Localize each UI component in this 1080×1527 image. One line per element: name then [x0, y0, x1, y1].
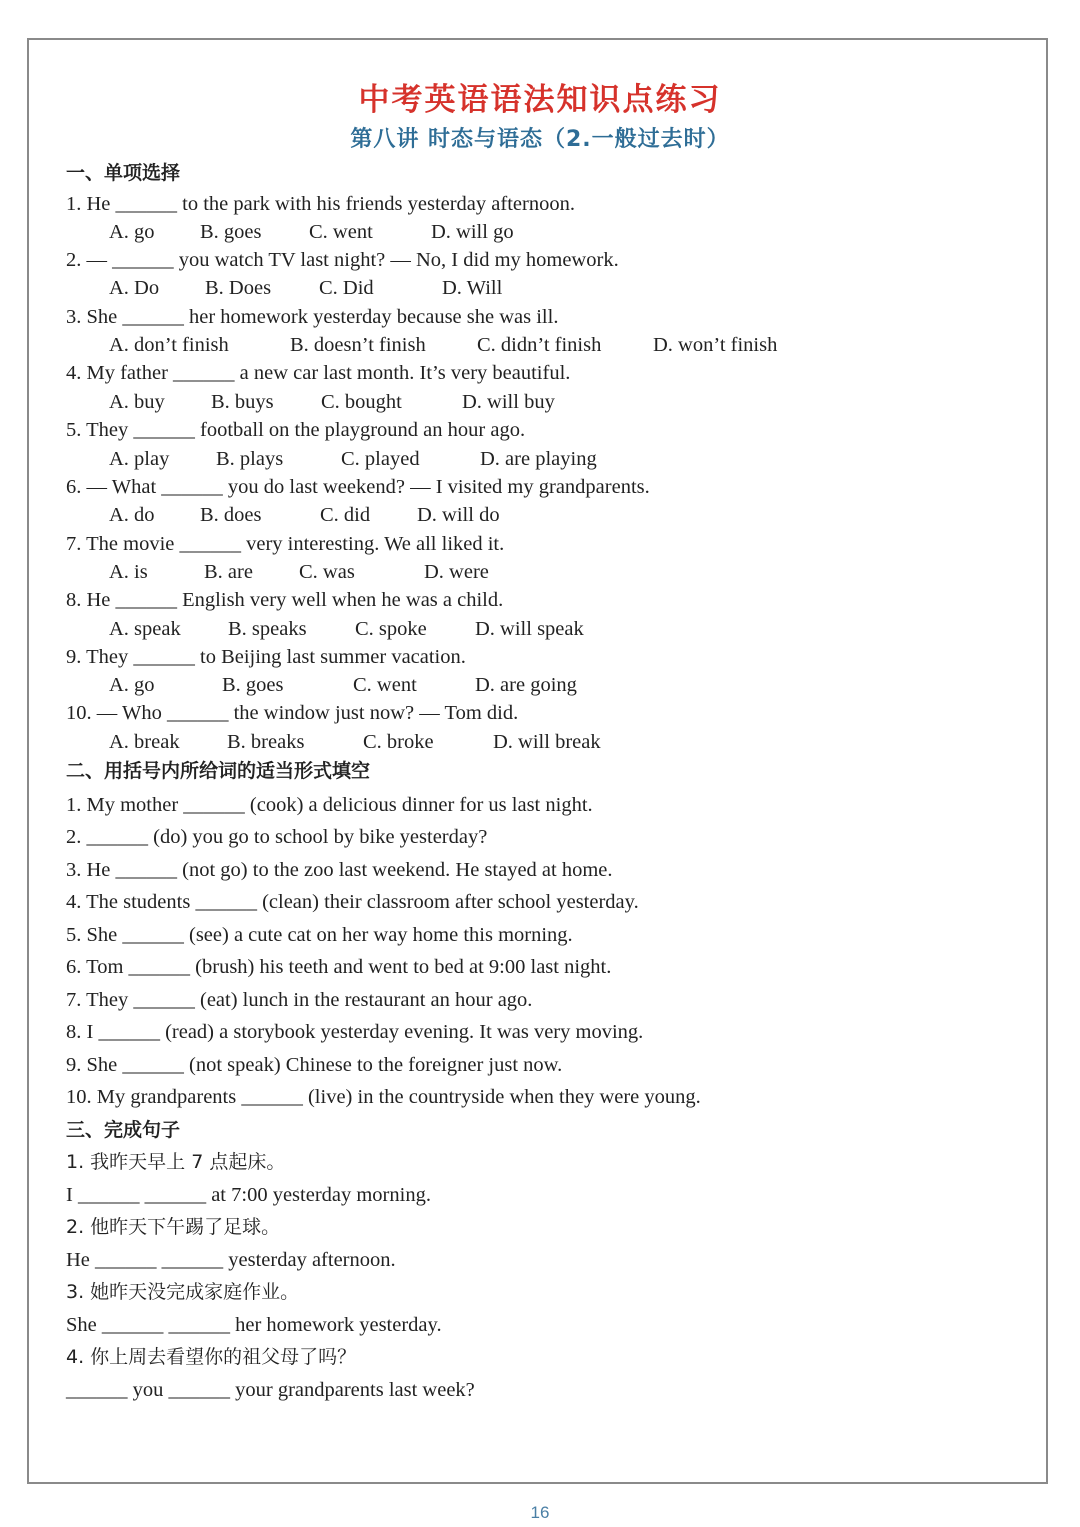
option-a[interactable]: A. is [109, 561, 148, 583]
option-b[interactable]: B. goes [222, 674, 284, 696]
option-d[interactable]: D. will do [417, 504, 500, 526]
option-c[interactable]: C. did [320, 504, 371, 526]
question-stem: 1. He ______ to the park with his friends yesterday afternoon. [66, 193, 575, 215]
sentence-english: She ______ ______ her homework yesterday. [66, 1314, 442, 1336]
option-b[interactable]: B. buys [211, 391, 274, 413]
option-d[interactable]: D. will break [493, 731, 601, 753]
page-title: 中考英语语法知识点练习 [358, 82, 722, 118]
sentence-english: I ______ ______ at 7:00 yesterday morning. [66, 1184, 431, 1206]
sentence-chinese: 2. 他昨天下午踢了足球。 [66, 1216, 281, 1238]
option-d[interactable]: D. will speak [475, 618, 584, 640]
option-d[interactable]: D. Will [442, 277, 503, 299]
option-d[interactable]: D. won’t finish [653, 334, 778, 356]
option-c[interactable]: C. bought [321, 391, 402, 413]
option-b[interactable]: B. Does [205, 277, 272, 299]
option-a[interactable]: A. go [109, 221, 155, 243]
question-stem: 6. — What ______ you do last weekend? — I visited my grandparents. [66, 476, 650, 498]
sentence-chinese: 1. 我昨天早上 7 点起床。 [66, 1151, 286, 1173]
fill-in-item: 1. My mother ______ (cook) a delicious dinner for us last night. [66, 794, 593, 816]
page-subtitle: 第八讲 时态与语态（2.一般过去时） [350, 127, 730, 152]
option-c[interactable]: C. went [353, 674, 417, 696]
fill-in-item: 2. ______ (do) you go to school by bike yesterday? [66, 826, 488, 848]
section-heading-complete-sentences: 三、完成句子 [66, 1119, 181, 1141]
option-a[interactable]: A. do [109, 504, 155, 526]
option-c[interactable]: C. was [299, 561, 355, 583]
option-b[interactable]: B. doesn’t finish [290, 334, 426, 356]
option-d[interactable]: D. are playing [480, 448, 597, 470]
fill-in-item: 5. She ______ (see) a cute cat on her way home this morning. [66, 924, 573, 946]
question-stem: 9. They ______ to Beijing last summer vacation. [66, 646, 466, 668]
fill-in-item: 10. My grandparents ______ (live) in the countryside when they were young. [66, 1086, 701, 1108]
fill-in-item: 7. They ______ (eat) lunch in the restaurant an hour ago. [66, 989, 533, 1011]
option-c[interactable]: C. didn’t finish [477, 334, 602, 356]
option-b[interactable]: B. are [204, 561, 253, 583]
section-heading-fill-in: 二、用括号内所给词的适当形式填空 [66, 760, 371, 782]
option-b[interactable]: B. speaks [228, 618, 307, 640]
option-c[interactable]: C. played [341, 448, 420, 470]
sentence-english: ______ you ______ your grandparents last week? [66, 1379, 475, 1401]
question-stem: 2. — ______ you watch TV last night? — No, I did my homework. [66, 249, 619, 271]
option-d[interactable]: D. were [424, 561, 489, 583]
sentence-chinese: 3. 她昨天没完成家庭作业。 [66, 1281, 300, 1303]
page-number: 16 [530, 1503, 550, 1522]
fill-in-item: 8. I ______ (read) a storybook yesterday evening. It was very moving. [66, 1021, 644, 1043]
option-a[interactable]: A. break [109, 731, 180, 753]
fill-in-item: 3. He ______ (not go) to the zoo last weekend. He stayed at home. [66, 859, 613, 881]
option-d[interactable]: D. will buy [462, 391, 555, 413]
option-a[interactable]: A. go [109, 674, 155, 696]
option-a[interactable]: A. Do [109, 277, 160, 299]
option-a[interactable]: A. don’t finish [109, 334, 229, 356]
fill-in-item: 4. The students ______ (clean) their classroom after school yesterday. [66, 891, 639, 913]
fill-in-item: 6. Tom ______ (brush) his teeth and went to bed at 9:00 last night. [66, 956, 612, 978]
option-c[interactable]: C. went [309, 221, 373, 243]
option-a[interactable]: A. play [109, 448, 170, 470]
sentence-chinese: 4. 你上周去看望你的祖父母了吗？ [66, 1346, 357, 1368]
option-a[interactable]: A. speak [109, 618, 181, 640]
option-b[interactable]: B. does [200, 504, 262, 526]
question-stem: 5. They ______ football on the playground an hour ago. [66, 419, 526, 441]
option-b[interactable]: B. plays [216, 448, 284, 470]
question-stem: 8. He ______ English very well when he was a child. [66, 589, 504, 611]
fill-in-item: 9. She ______ (not speak) Chinese to the foreigner just now. [66, 1054, 563, 1076]
option-b[interactable]: B. goes [200, 221, 262, 243]
option-d[interactable]: D. will go [431, 221, 514, 243]
option-c[interactable]: C. spoke [355, 618, 427, 640]
question-stem: 7. The movie ______ very interesting. We all liked it. [66, 533, 505, 555]
question-stem: 4. My father ______ a new car last month. It’s very beautiful. [66, 362, 571, 384]
question-stem: 10. — Who ______ the window just now? — Tom did. [66, 702, 519, 724]
option-a[interactable]: A. buy [109, 391, 165, 413]
section-heading-multiple-choice: 一、单项选择 [66, 162, 181, 184]
option-c[interactable]: C. Did [319, 277, 374, 299]
sentence-english: He ______ ______ yesterday afternoon. [66, 1249, 396, 1271]
option-c[interactable]: C. broke [363, 731, 434, 753]
option-d[interactable]: D. are going [475, 674, 577, 696]
option-b[interactable]: B. breaks [227, 731, 305, 753]
question-stem: 3. She ______ her homework yesterday because she was ill. [66, 306, 559, 328]
